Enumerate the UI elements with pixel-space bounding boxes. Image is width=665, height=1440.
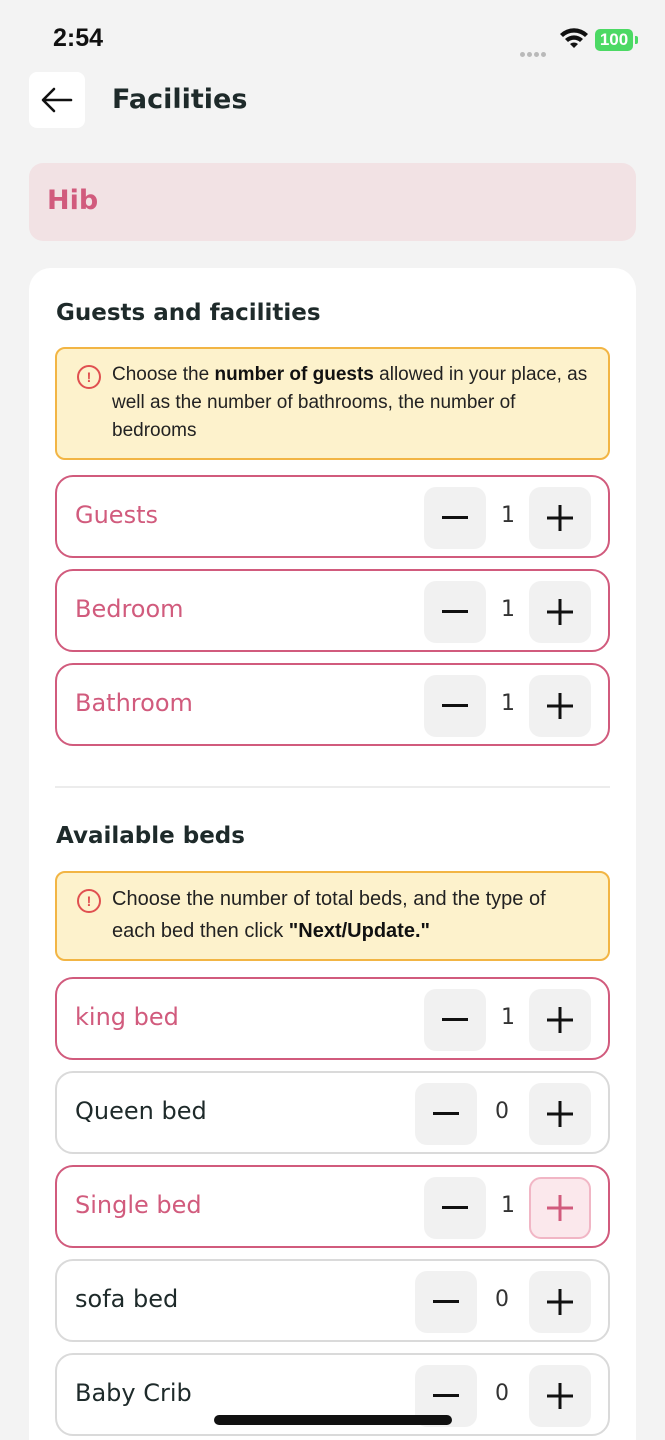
counter-label: Guests bbox=[75, 501, 158, 529]
plus-icon bbox=[547, 1007, 573, 1033]
minus-icon bbox=[433, 1394, 459, 1398]
minus-icon bbox=[442, 704, 468, 708]
info-icon: ! bbox=[77, 365, 101, 389]
counter-value: 1 bbox=[501, 691, 515, 716]
minus-icon bbox=[433, 1300, 459, 1304]
guests-counter bbox=[55, 475, 610, 558]
single-bed-counter bbox=[55, 1165, 610, 1248]
beds-notice-text: Choose the number of total beds, and the type of each bed then click "Next/Update." bbox=[112, 888, 546, 942]
queen-bed-counter bbox=[55, 1071, 610, 1154]
decrement-button[interactable] bbox=[424, 487, 486, 549]
increment-button[interactable] bbox=[529, 1083, 591, 1145]
plus-icon bbox=[547, 1195, 573, 1221]
counter-value: 1 bbox=[501, 1193, 515, 1218]
info-icon: ! bbox=[77, 889, 101, 913]
beds-notice bbox=[55, 871, 610, 961]
page-title: Facilities bbox=[112, 84, 248, 115]
plus-icon bbox=[547, 1383, 573, 1409]
decrement-button[interactable] bbox=[424, 675, 486, 737]
plus-icon bbox=[547, 505, 573, 531]
status-bar bbox=[0, 0, 665, 70]
battery-indicator: 100 bbox=[595, 29, 633, 51]
minus-icon bbox=[442, 1206, 468, 1210]
counter-label: Queen bed bbox=[75, 1097, 207, 1125]
counter-value: 1 bbox=[501, 1005, 515, 1030]
beds-section-title: Available beds bbox=[56, 823, 245, 849]
decrement-button[interactable] bbox=[415, 1083, 477, 1145]
increment-button[interactable] bbox=[529, 1177, 591, 1239]
wifi-icon bbox=[560, 28, 588, 50]
battery-tip bbox=[635, 36, 638, 44]
plus-icon bbox=[547, 1289, 573, 1315]
decrement-button[interactable] bbox=[415, 1271, 477, 1333]
increment-button[interactable] bbox=[529, 675, 591, 737]
counter-value: 0 bbox=[495, 1287, 509, 1312]
increment-button[interactable] bbox=[529, 581, 591, 643]
signal-icon bbox=[520, 42, 552, 48]
increment-button[interactable] bbox=[529, 989, 591, 1051]
bedroom-counter bbox=[55, 569, 610, 652]
plus-icon bbox=[547, 693, 573, 719]
minus-icon bbox=[433, 1112, 459, 1116]
decrement-button[interactable] bbox=[424, 581, 486, 643]
guests-section-title: Guests and facilities bbox=[56, 300, 321, 326]
section-divider bbox=[55, 786, 610, 788]
guests-notice-text: Choose the number of guests allowed in your place, as well as the number of bathrooms, the number of bedrooms bbox=[112, 364, 588, 441]
minus-icon bbox=[442, 1018, 468, 1022]
increment-button[interactable] bbox=[529, 487, 591, 549]
facilities-card bbox=[29, 268, 636, 1440]
counter-value: 0 bbox=[495, 1381, 509, 1406]
arrow-left-icon bbox=[41, 87, 73, 113]
counter-value: 1 bbox=[501, 597, 515, 622]
minus-icon bbox=[442, 610, 468, 614]
decrement-button[interactable] bbox=[424, 989, 486, 1051]
counter-label: sofa bed bbox=[75, 1285, 179, 1313]
increment-button[interactable] bbox=[529, 1365, 591, 1427]
bathroom-counter bbox=[55, 663, 610, 746]
guests-notice bbox=[55, 347, 610, 460]
counter-value: 1 bbox=[501, 503, 515, 528]
sofa-bed-counter bbox=[55, 1259, 610, 1342]
plus-icon bbox=[547, 1101, 573, 1127]
counter-value: 0 bbox=[495, 1099, 509, 1124]
counter-label: king bed bbox=[75, 1003, 179, 1031]
increment-button[interactable] bbox=[529, 1271, 591, 1333]
property-name-bar bbox=[29, 163, 636, 241]
counter-label: Baby Crib bbox=[75, 1379, 192, 1407]
home-indicator[interactable] bbox=[214, 1415, 452, 1425]
counter-label: Single bed bbox=[75, 1191, 202, 1219]
counter-label: Bathroom bbox=[75, 689, 193, 717]
king-bed-counter bbox=[55, 977, 610, 1060]
plus-icon bbox=[547, 599, 573, 625]
decrement-button[interactable] bbox=[424, 1177, 486, 1239]
counter-label: Bedroom bbox=[75, 595, 184, 623]
minus-icon bbox=[442, 516, 468, 520]
status-time: 2:54 bbox=[53, 24, 104, 52]
property-name: Hib bbox=[47, 185, 99, 216]
back-button[interactable] bbox=[29, 72, 85, 128]
